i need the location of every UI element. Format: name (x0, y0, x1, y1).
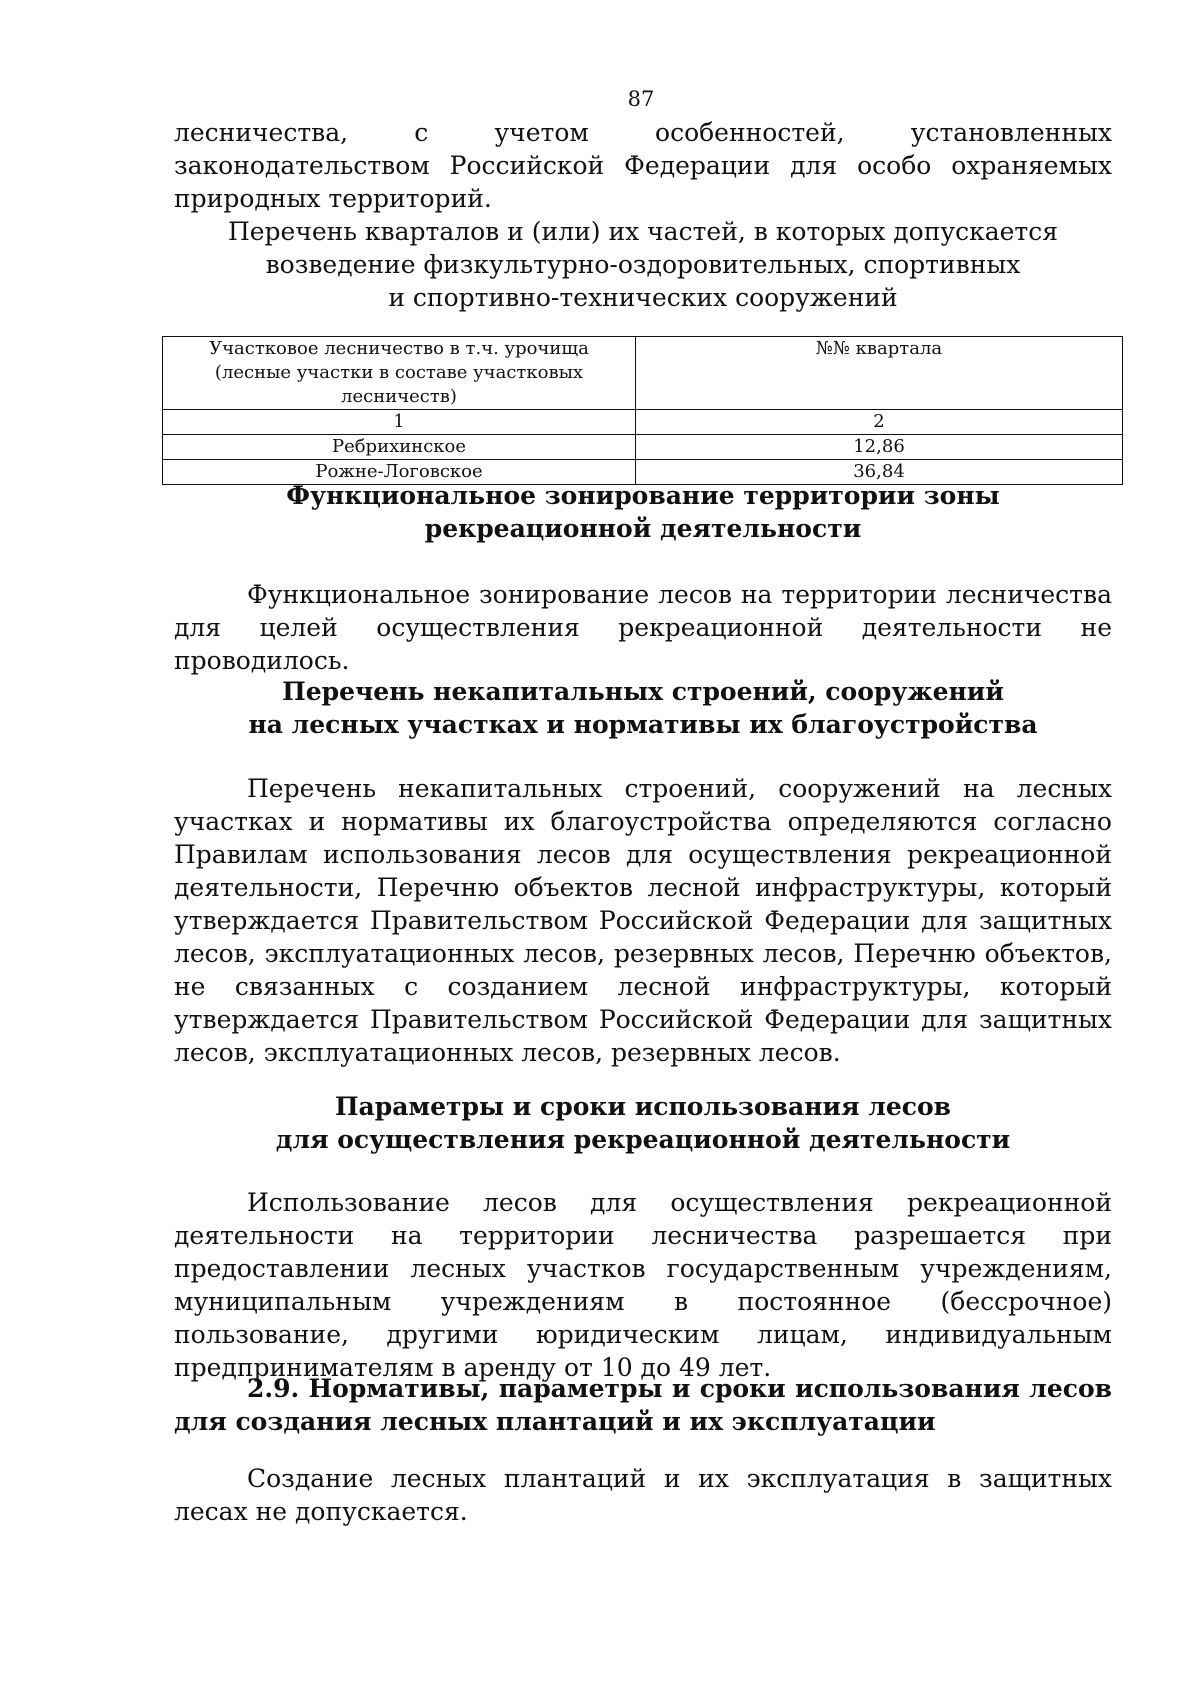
section-plantations-paragraph: Создание лесных плантаций и их эксплуатация в защитных лесах не допускается. (174, 1464, 1112, 1526)
section-zoning-heading-line-2: рекреационной деятельности (424, 514, 862, 543)
section-structures-heading-line-1: Перечень некапитальных строений, сооружений (282, 677, 1004, 706)
section-plantations-body (174, 1462, 1112, 1528)
section-zoning-heading-line-1: Функциональное зонирование территории зоны (286, 481, 1000, 510)
section-zoning (174, 479, 1112, 545)
section-parameters-heading-line-2: для осуществления рекреационной деятельности (275, 1125, 1011, 1154)
table-cell-forestry: Ребрихинское (163, 435, 636, 460)
section-zoning-body (174, 578, 1112, 677)
table-header-row (163, 337, 1123, 410)
table-cell-quarter: 36,84 (636, 460, 1123, 485)
table-cell-forestry: Рожне-Логовское (163, 460, 636, 485)
table-title-line-1: Перечень кварталов и (или) их частей, в которых допускается (227, 217, 1059, 246)
section-structures-body (174, 772, 1112, 1069)
section-zoning-paragraph: Функциональное зонирование лесов на территории лесничества для целей осуществления рекреационной деятельности не проводилось. (174, 580, 1112, 675)
table-title (174, 215, 1112, 314)
section-structures (174, 675, 1112, 741)
table-numbering-cell: 2 (636, 410, 1123, 435)
section-structures-heading-line-2: на лесных участках и нормативы их благоустройства (248, 710, 1038, 739)
section-plantations (174, 1372, 1112, 1438)
table-cell-quarter: 12,86 (636, 435, 1123, 460)
section-parameters-body (174, 1186, 1112, 1384)
table-header-forestry: Участковое лесничество в т.ч. урочища (лесные участки в составе участковых лесничеств) (163, 337, 636, 410)
table-title-line-2: возведение физкультурно-оздоровительных, спортивных (265, 250, 1021, 279)
section-parameters-paragraph: Использование лесов для осуществления рекреационной деятельности на территории лесничества разрешается при предоставлении лесных участков государственным учреждениям, муниципальным учреждениям в постоянное (бессрочное) пользование, другими юридическим лицам, индивидуальным предпринимателям в аренду от 10 до 49 лет. (174, 1188, 1112, 1382)
intro-block (174, 116, 1112, 215)
section-parameters (174, 1090, 1112, 1156)
quarters-table (162, 336, 1123, 485)
section-structures-paragraph: Перечень некапитальных строений, сооружений на лесных участках и нормативы их благоустройства определяются согласно Правилам использования лесов для осуществления рекреационной деятельности, Перечню объектов лесной инфраструктуры, который утверждается Правительством Российской Федерации для защитных лесов, эксплуатационных лесов, резервных лесов, Перечню объектов, не связанных с созданием лесной инфраструктуры, который утверждается Правительством Российской Федерации для защитных лесов, эксплуатационных лесов, резервных лесов. (174, 774, 1112, 1067)
table-numbering-row (163, 410, 1123, 435)
table-row (163, 435, 1123, 460)
section-plantations-heading: 2.9. Нормативы, параметры и сроки использования лесов для создания лесных плантаций и их эксплуатации (174, 1374, 1112, 1436)
intro-paragraph: лесничества, с учетом особенностей, установленных законодательством Российской Федерации для особо охраняемых природных территорий. (174, 118, 1112, 213)
table-numbering-cell: 1 (163, 410, 636, 435)
table-title-line-3: и спортивно-технических сооружений (388, 283, 898, 312)
page-number: 87 (627, 87, 655, 111)
table-header-quarter: №№ квартала (636, 337, 1123, 410)
section-parameters-heading-line-1: Параметры и сроки использования лесов (334, 1092, 952, 1121)
